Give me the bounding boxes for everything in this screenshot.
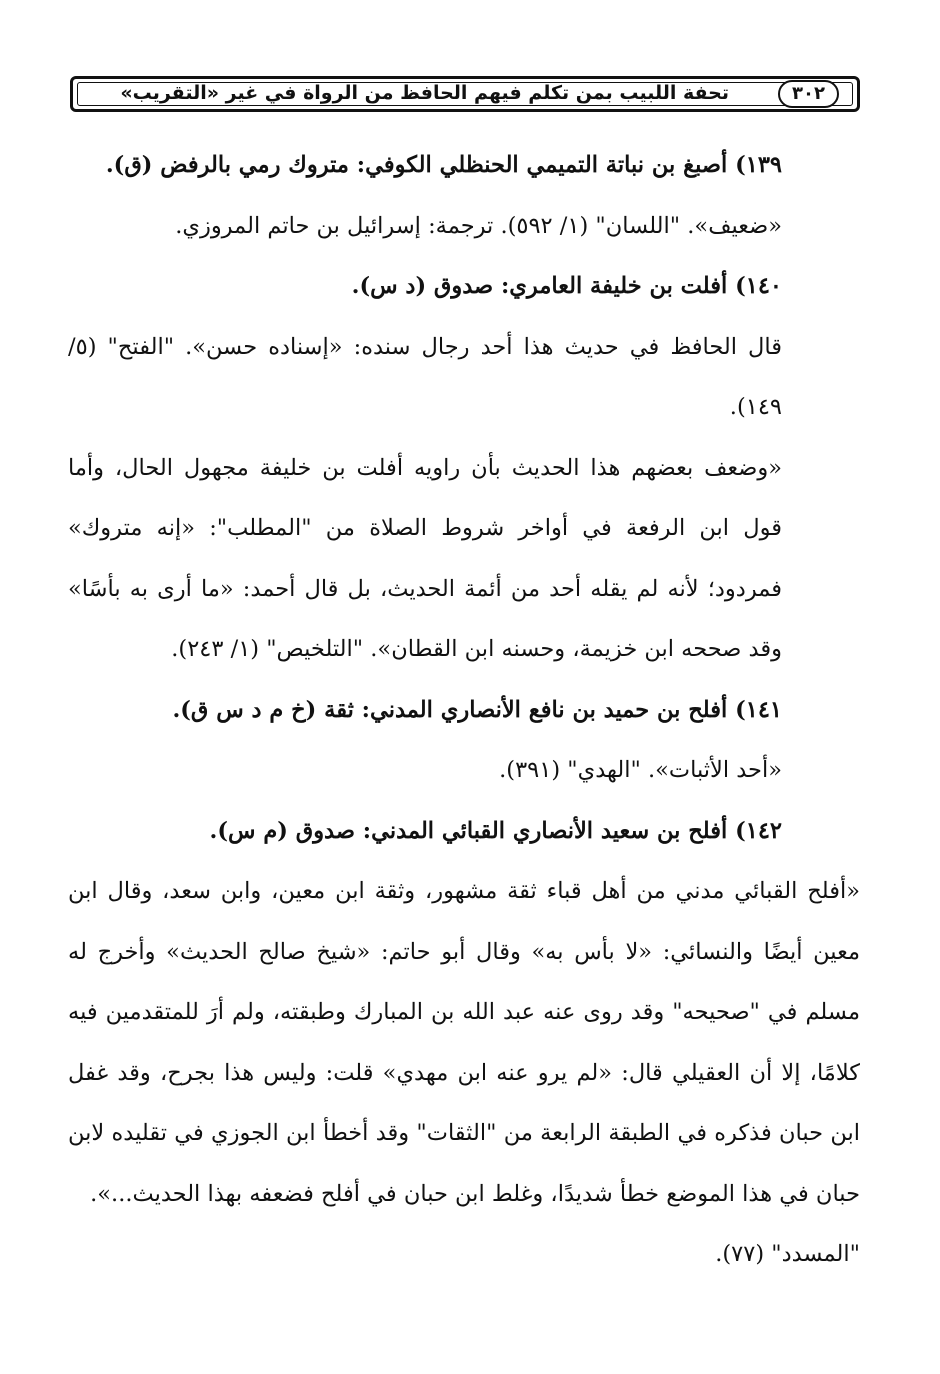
entry-141-note: «أحد الأثبات». "الهدي" (٣٩١). [499,757,782,783]
entry-142-quote: «أفلح القبائي مدني من أهل قباء ثقة مشهور، وثقة ابن معين، وابن سعد، وقال ابن معين أيضًا والنسائي: «لا بأس به» وقال أبو حاتم: «شيخ صالح الحديث» وأخرج له مسلم في "صحيحه" وقد روى عنه عبد الله بن المبارك وطبقته، ولم أرَ للمتقدمين فيه كلامًا، إلا أن العقيلي قال: «لم يرو عنه ابن مهدي» قلت: وليس هذا بجرح، وقد غفل ابن حبان فذكره في الطبقة الرابعة من "الثقات" وقد أخطأ ابن الجوزي في تقليده لابن حبان في هذا الموضع خطأ شديدًا، وغلط ابن حبان في أفلح فضعفه بهذا الحديث...». [68,878,860,1207]
entry-text: أفلح بن حميد بن نافع الأنصاري المدني: ثقة (خ م د س ق). [172,696,728,723]
entry-text: أفلت بن خليفة العامري: صدوق (د س). [351,273,728,299]
entry-140-note: قال الحافظ في حديث هذا أحد رجال سنده: «إسناده حسن». "الفتح" (٥/ ١٤٩). [68,333,782,420]
entry-text: أصبغ بن نباتة التميمي الحنظلي الكوفي: متروك رمي بالرفض (ق). [105,152,728,178]
page-body [68,135,860,1285]
entry-text: أفلح بن سعيد الأنصاري القبائي المدني: صدوق (م س). [209,817,728,844]
entry-139-note: «ضعيف». "اللسان" (١/ ٥٩٢). ترجمة: إسرائيل بن حاتم المروزي. [175,212,782,239]
entry-140 [68,256,860,317]
entry-number: ١٤٢) [735,817,782,844]
entry-140-quote: «وضعف بعضهم هذا الحديث بأن راويه أفلت بن خليفة مجهول الحال، وأما قول ابن الرفعة في أواخر شروط الصلاة من "المطلب": «إنه متروك» فمردود؛ لأنه لم يقله أحد من أئمة الحديث، بل قال أحمد: «ما أرى به بأسًا» وقد صححه ابن خزيمة، وحسنه ابن القطان». "التلخيص" (١/ ٢٤٣). [68,454,782,662]
entry-142 [68,801,860,862]
entry-139 [68,135,860,196]
entry-number: ١٤٠) [735,273,782,299]
entry-141 [68,680,860,741]
running-header [70,76,860,112]
page-number: ٣٠٢ [778,80,839,108]
entry-142-source: "المسدد" (٧٧). [715,1241,860,1267]
entry-number: ١٤١) [735,696,782,723]
book-title: تحفة اللبيب بمن تكلم فيهم الحافظ من الرواة في غير «التقريب» [120,82,729,104]
entry-number: ١٣٩) [735,152,782,178]
